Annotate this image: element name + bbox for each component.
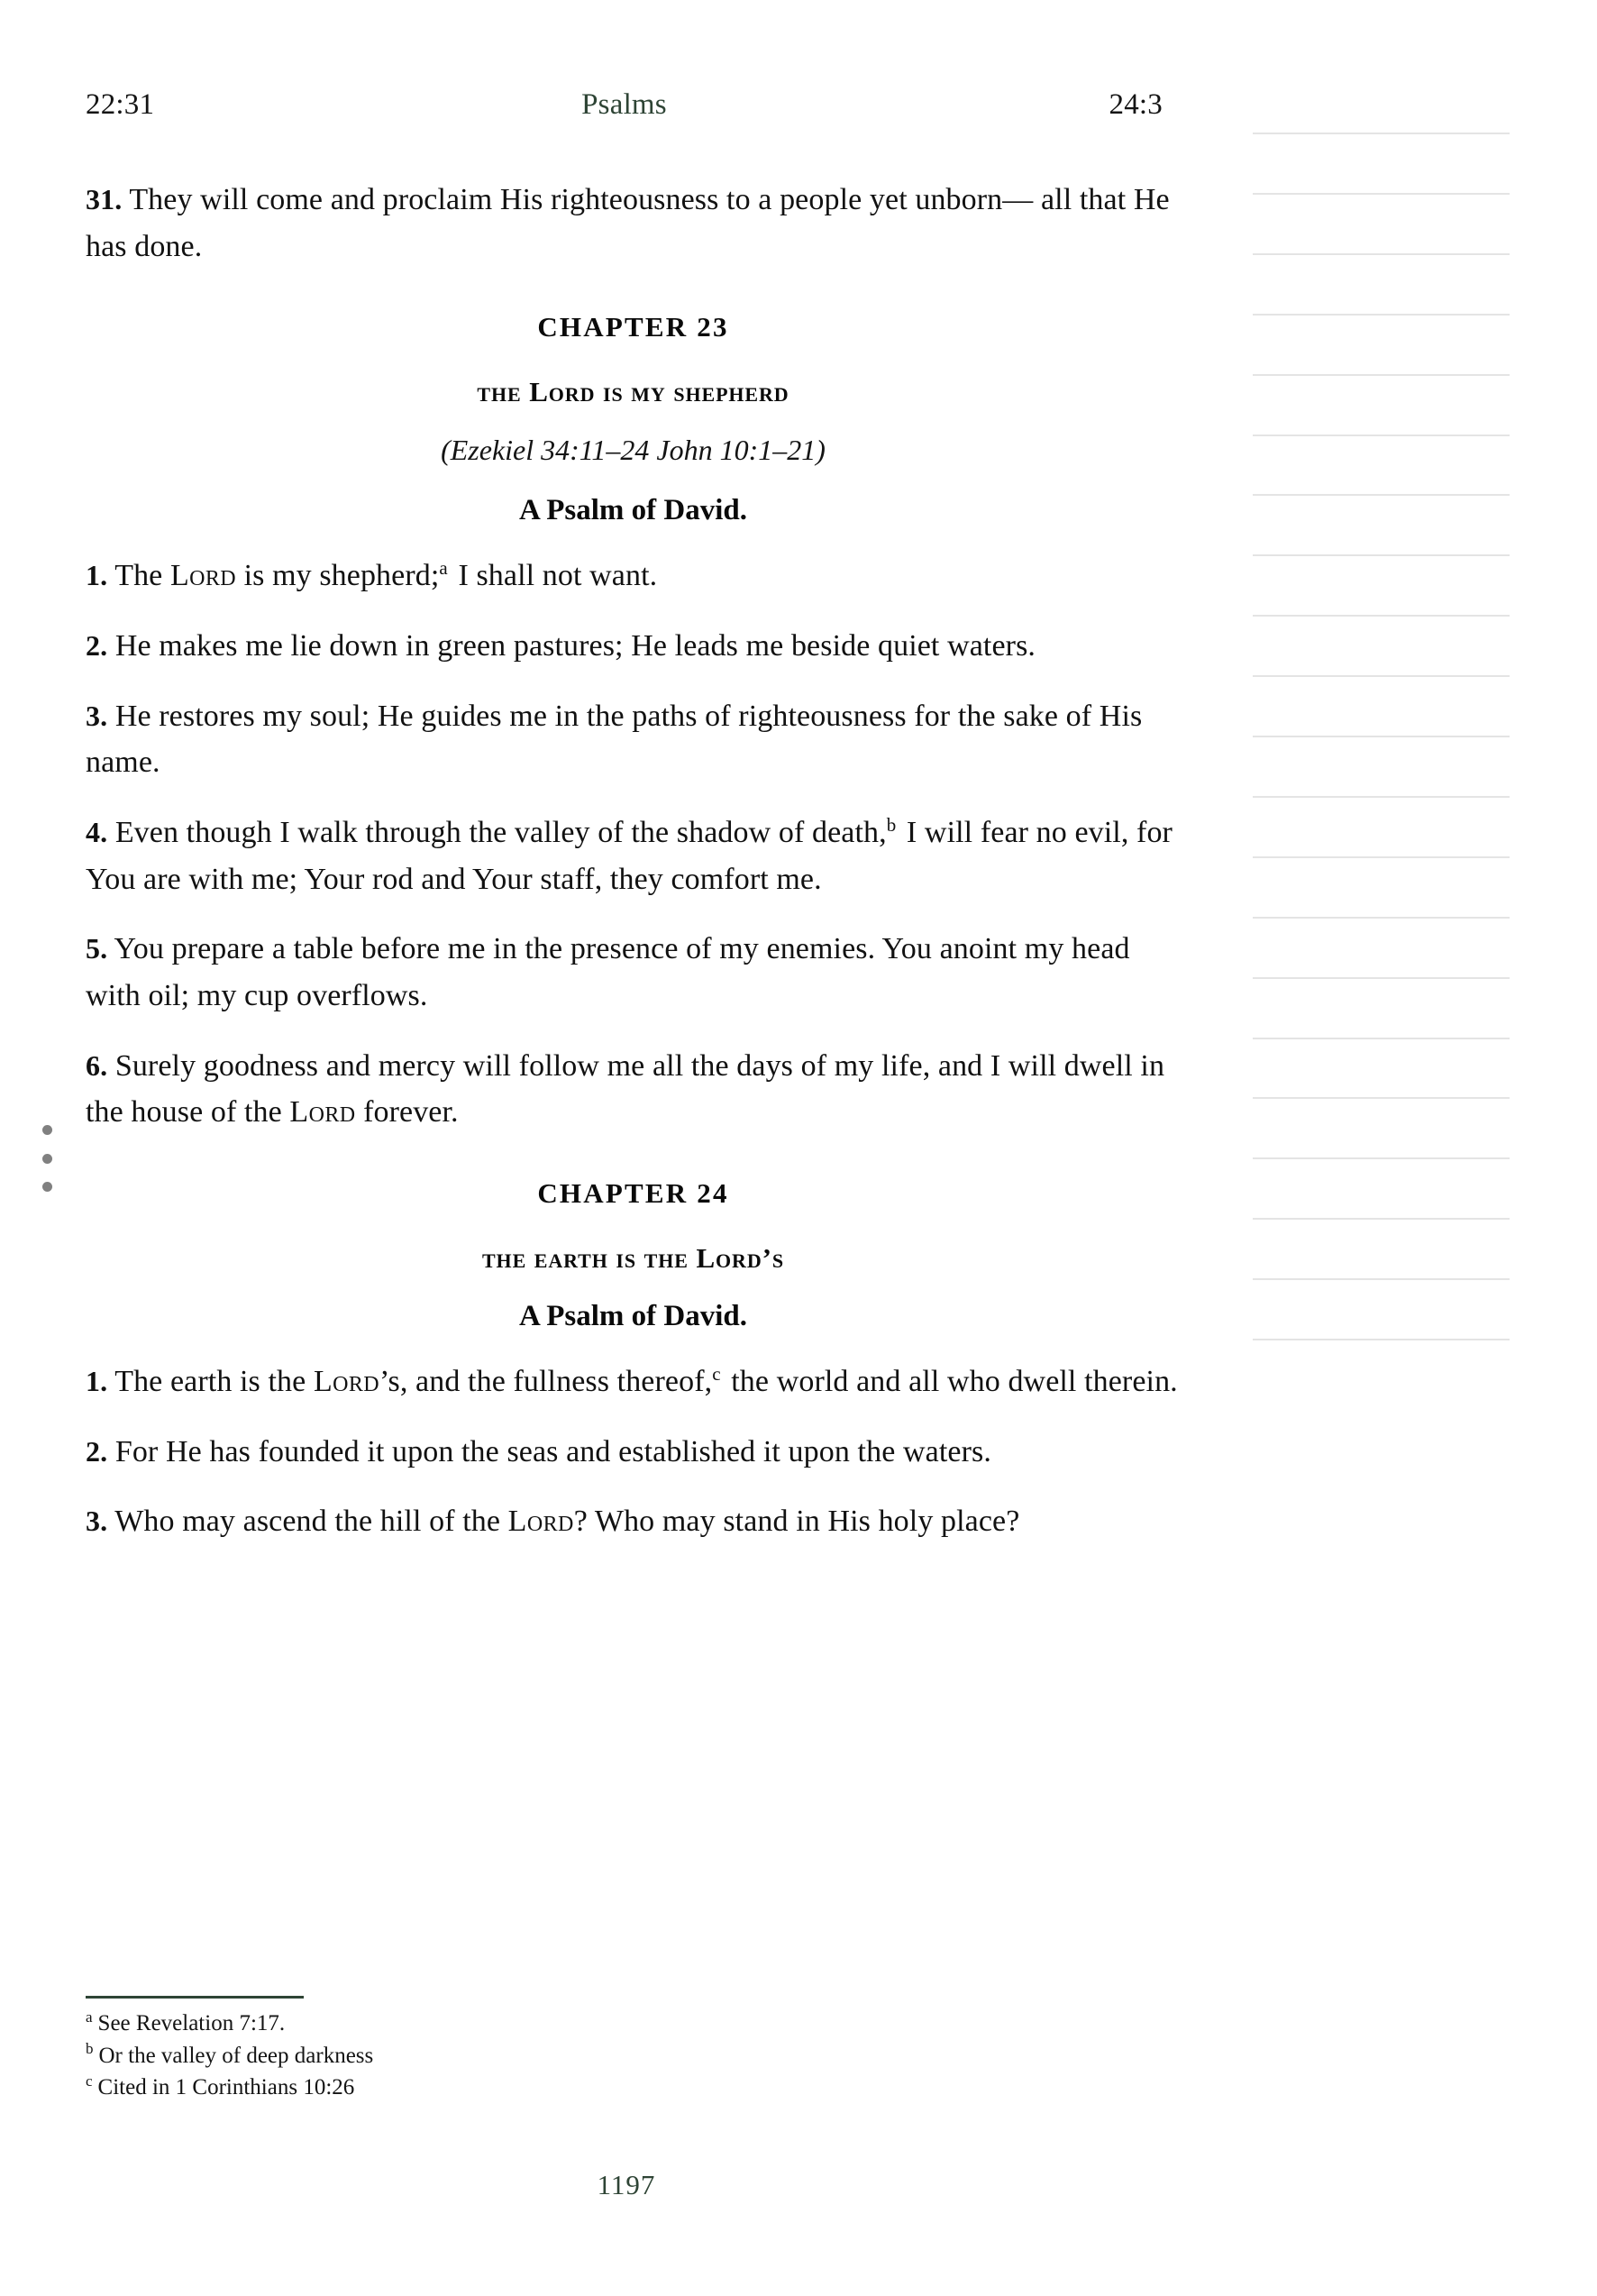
margin-rule-line	[1253, 554, 1510, 556]
verse-number: 1.	[86, 1365, 108, 1398]
margin-rule-line	[1253, 1339, 1510, 1340]
verse-text-post: I will fear no evil, for You are with me; Your rod and Your staff, they comfort me.	[86, 816, 1173, 896]
verse-text: For He has founded it upon the seas and established it upon the waters.	[114, 1434, 991, 1468]
verse-number: 1.	[86, 559, 108, 592]
chapter-ascription: A Psalm of David.	[518, 1300, 747, 1333]
footnote-item[interactable]	[86, 2072, 897, 2104]
margin-rule-line	[1253, 917, 1510, 919]
verse-text-pre: The	[114, 559, 170, 593]
verse-paragraph[interactable]	[86, 693, 1181, 786]
verse-text-pre: Surely goodness and mercy will follow me all the days of my life, and I will dwell in the house of the	[86, 1048, 1165, 1130]
verse-paragraph[interactable]	[86, 1358, 1181, 1405]
verse-text-pre: Who may ascend the hill of the	[114, 1505, 508, 1539]
margin-rule-line	[1253, 796, 1510, 798]
verse-text: They will come and proclaim His righteousness to a people yet unborn— all that He has done.	[86, 183, 1170, 263]
margin-rule-line	[1253, 1157, 1510, 1159]
footnote-text: See Revelation 7:17.	[97, 2011, 286, 2035]
verse-number: 2.	[86, 629, 108, 663]
verse-text-post: the world and all who dwell therein.	[723, 1365, 1178, 1399]
verse-text: He restores my soul; He guides me in the paths of righteousness for the sake of His name.	[86, 699, 1143, 780]
margin-rule-line	[1253, 675, 1510, 677]
footnote-marker-a[interactable]: a	[439, 557, 448, 580]
footnote-text: Cited in 1 Corinthians 10:26	[97, 2075, 355, 2099]
chapter-subtitle: the Lord is my shepherd	[477, 376, 789, 408]
handle-dot-icon	[42, 1182, 52, 1192]
margin-rule-line	[1253, 856, 1510, 858]
verse-paragraph[interactable]	[86, 810, 1181, 902]
page-number: 1197	[597, 2169, 656, 2200]
footnote-block	[86, 1996, 897, 2104]
verse-text: You prepare a table before me in the presence of my enemies. You anoint my head with oil; my cup overflows.	[86, 932, 1130, 1013]
running-head-left-ref: 22:31	[86, 88, 155, 121]
verse-text-mid: is my shepherd;	[236, 559, 440, 593]
margin-rule-line	[1253, 1278, 1510, 1280]
margin-rule-line	[1253, 1097, 1510, 1099]
footnote-marker: c	[86, 2072, 93, 2090]
margin-rule-line	[1253, 615, 1510, 617]
chapter-title: CHAPTER 24	[537, 1177, 729, 1210]
chapter-subtitle: the earth is the Lord’s	[481, 1242, 784, 1275]
chapter-cross-references: (Ezekiel 34:11–24 John 10:1–21)	[441, 434, 826, 467]
running-head-book-title: Psalms	[581, 88, 667, 121]
verse-number: 31.	[86, 183, 123, 215]
verse-paragraph[interactable]	[86, 177, 1181, 270]
verse-drag-handle-dots[interactable]	[41, 1125, 53, 1192]
margin-note-lines	[1253, 0, 1510, 2296]
margin-rule-line	[1253, 374, 1510, 376]
verse-number: 3.	[86, 699, 108, 732]
margin-rule-line	[1253, 193, 1510, 195]
margin-rule-line	[1253, 1038, 1510, 1039]
verse-paragraph[interactable]	[86, 1043, 1181, 1136]
margin-rule-line	[1253, 736, 1510, 737]
footnote-item[interactable]	[86, 2008, 897, 2040]
footnote-marker: a	[86, 2008, 93, 2026]
chapter-ascription: A Psalm of David.	[518, 494, 747, 527]
footnote-marker-b[interactable]: b	[886, 813, 897, 836]
verse-text-pre: The earth is the	[114, 1365, 314, 1399]
verse-text-post: forever.	[355, 1095, 459, 1130]
verse-paragraph[interactable]	[86, 623, 1181, 670]
margin-rule-line	[1253, 494, 1510, 496]
margin-rule-line	[1253, 977, 1510, 979]
running-head-right-ref: 24:3	[1109, 88, 1163, 121]
verse-text: He makes me lie down in green pastures; He leads me beside quiet waters.	[114, 629, 1036, 663]
verse-paragraph-highlighted[interactable]	[86, 926, 1181, 1019]
margin-rule-line	[1253, 133, 1510, 134]
verse-text-post: ? Who may stand in His holy place?	[573, 1505, 1020, 1539]
margin-rule-line	[1253, 253, 1510, 255]
verse-paragraph[interactable]	[86, 553, 1181, 599]
text-column	[86, 177, 1181, 1545]
verse-number: 6.	[86, 1048, 108, 1082]
footnote-marker: b	[86, 2040, 94, 2058]
running-head	[86, 88, 1163, 122]
handle-dot-icon	[42, 1125, 52, 1135]
divine-name-smallcaps: Lord	[313, 1365, 379, 1399]
footnote-text: Or the valley of deep darkness	[98, 2043, 374, 2068]
verse-paragraph[interactable]	[86, 1498, 1181, 1545]
margin-rule-line	[1253, 435, 1510, 436]
footnote-marker-c[interactable]: c	[712, 1362, 721, 1385]
verse-number: 3.	[86, 1505, 108, 1538]
verse-text-mid: ’s, and the fullness thereof,	[379, 1365, 713, 1399]
verse-number: 5.	[86, 932, 108, 965]
chapter-heading-block	[86, 311, 1181, 527]
verse-paragraph[interactable]	[86, 1429, 1181, 1476]
verse-text-pre: Even though I walk through the valley of the shadow of death,	[114, 816, 887, 850]
divine-name-smallcaps: Lord	[289, 1095, 356, 1130]
chapter-title: CHAPTER 23	[537, 311, 729, 343]
handle-dot-icon	[42, 1154, 52, 1164]
verse-number: 2.	[86, 1434, 108, 1468]
verse-text-post: I shall not want.	[450, 559, 658, 593]
footnote-separator-rule	[86, 1996, 304, 1999]
divine-name-smallcaps: Lord	[169, 559, 237, 593]
verse-number: 4.	[86, 816, 108, 849]
margin-rule-line	[1253, 314, 1510, 316]
chapter-heading-block	[86, 1177, 1181, 1333]
divine-name-smallcaps: Lord	[507, 1505, 574, 1539]
footnote-item[interactable]	[86, 2040, 897, 2072]
margin-rule-line	[1253, 1218, 1510, 1220]
